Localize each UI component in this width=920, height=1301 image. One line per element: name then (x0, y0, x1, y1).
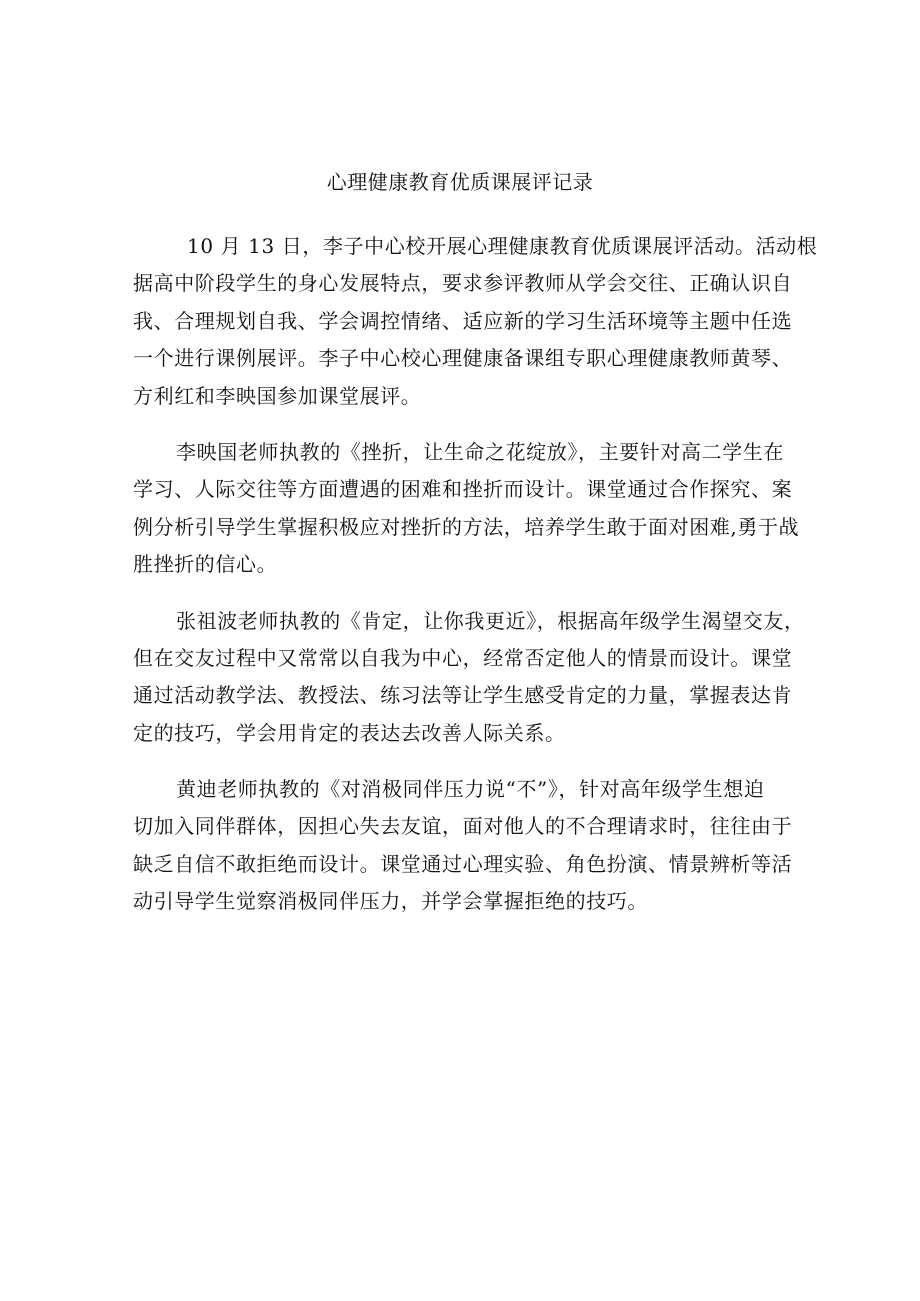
paragraph-line: 一个进行课例展评。李子中心校心理健康备课组专职心理健康教师黄琴、 (133, 346, 793, 371)
paragraph-line: 定的技巧，学会用肯定的表达去改善人际关系。 (133, 720, 566, 745)
paragraph-line: 10 月 13 日，李子中心校开展心理健康教育优质课展评活动。活动根 (187, 234, 818, 258)
document-body (133, 228, 818, 940)
paragraph-line: 切加入同伴群体，因担心失去友谊，面对他人的不合理请求时，往往由于 (133, 814, 793, 839)
paragraph-3 (133, 603, 805, 753)
paragraph-line: 但在交友过程中又常常以自我为中心，经常否定他人的情景而设计。课堂 (133, 645, 793, 670)
paragraph-line: 例分析引导学生掌握积极应对挫折的方法，培养学生敢于面对困难,勇于战 (133, 514, 800, 539)
paragraph-line: 张祖波老师执教的《肯定，让你我更近》，根据高年级学生渴望交友， (176, 608, 805, 633)
paragraph-line: 李映国老师执教的《挫折，让生命之花绽放》，主要针对高二学生在 (176, 439, 784, 464)
paragraph-line: 通过活动教学法、教授法、练习法等让学生感受肯定的力量，掌握表达肯 (133, 683, 793, 708)
paragraph-2 (133, 434, 800, 584)
paragraph-line: 胜挫折的信心。 (133, 552, 278, 577)
paragraph-line: 缺乏自信不敢拒绝而设计。课堂通过心理实验、角色扮演、情景辨析等活 (133, 851, 793, 876)
paragraph-line: 学习、人际交往等方面遭遇的困难和挫折而设计。课堂通过合作探究、案 (133, 477, 793, 502)
paragraph-line: 黄迪老师执教的《对消极同伴压力说“不”》，针对高年级学生想迫 (176, 777, 765, 802)
paragraph-line: 方利红和李映国参加课堂展评。 (133, 383, 422, 408)
paragraph-4 (133, 771, 793, 921)
paragraph-1 (133, 228, 818, 415)
paragraph-line: 我、合理规划自我、学会调控情绪、适应新的学习生活环境等主题中任选 (133, 308, 793, 333)
document-title: 心理健康教育优质课展评记录 (326, 170, 594, 194)
paragraph-line: 动引导学生觉察消极同伴压力，并学会掌握拒绝的技巧。 (133, 889, 648, 914)
paragraph-line: 据高中阶段学生的身心发展特点，要求参评教师从学会交往、正确认识自 (133, 271, 793, 296)
